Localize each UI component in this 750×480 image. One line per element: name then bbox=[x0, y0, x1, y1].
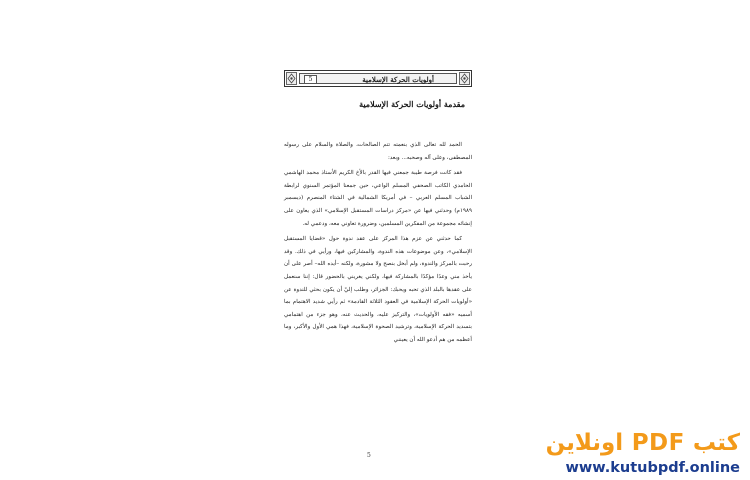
ornament-icon bbox=[286, 72, 297, 85]
watermark-title: كتب PDF اونلاين bbox=[545, 430, 740, 456]
paragraph: فقد كانت فرصة طيبة جمعني فيها القدر بالأخ الكريم الأستاذ محمد الهاشمي الحامدي الكاتب الصحفي المسلم الواعي، حين جمعنا المؤتمر السنوي لرابطة الشباب المسلم العربي – في أمريكا الشمالية في الشتاء المنصرم (ديسمبر ١٩٨٩م) وحدثني فيها عن «مركز دراسات المستقبل الإسلامي» الذي يعاون على إنشائه مجموعة من المفكرين المسلمين، وضرورة تعاوني معه، ودعمي له. bbox=[284, 170, 472, 227]
ornament-icon bbox=[459, 72, 470, 85]
paragraph: كما حدثني عن عزم هذا المركز على عقد ندوة حول «قضايا المستقبل الإسلامي»، وعن موضوعات هذه الندوة، والمشاركين فيها، ورأيي في ذلك. وقد رحبت بالمركز والندوة، ولم أبخل بنصح ولا مشورة، ولكنه –أيده الله– أصر على أن يأخذ مني وعدًا مؤكدًا بالمشاركة فيها، ولكني يغريني بالحضور قال: إننا سنعمل على عقدها بالبلد الذي تحبه ويحبك: الجزائر، وطلب إليّ أن يكون بحثي للندوة عن «أولويات الحركة الإسلامية في العقود الثلاثة القادمة» ثم رأيي شديد الاهتمام بما أسميه «فقه الأولويات»، والتركيز عليه، والحديث عنه، وهو جزء من اهتمامي بتسديد الحركة الإسلامية، وترشيد الصحوة الإسلامية، فهذا همي الأول والأكبر، وما أعظمه من هم أدعو الله أن يعينني bbox=[284, 236, 472, 343]
section-title: مقدمة أولويات الحركة الإسلامية bbox=[359, 99, 465, 109]
header-page-number: 5 bbox=[304, 75, 317, 84]
running-header bbox=[284, 70, 472, 87]
paragraph: الحمد لله تعالى الذي بنعمته تتم الصالحات، والصلاة والسلام على رسوله المصطفى، وعلى آله وصحبه... وبعد: bbox=[284, 142, 472, 161]
page-number: 5 bbox=[367, 452, 371, 459]
header-band bbox=[299, 73, 457, 84]
header-title: أولويات الحركة الإسلامية bbox=[362, 75, 434, 84]
watermark-url: www.kutubpdf.online bbox=[565, 460, 740, 476]
body-text bbox=[284, 139, 472, 347]
